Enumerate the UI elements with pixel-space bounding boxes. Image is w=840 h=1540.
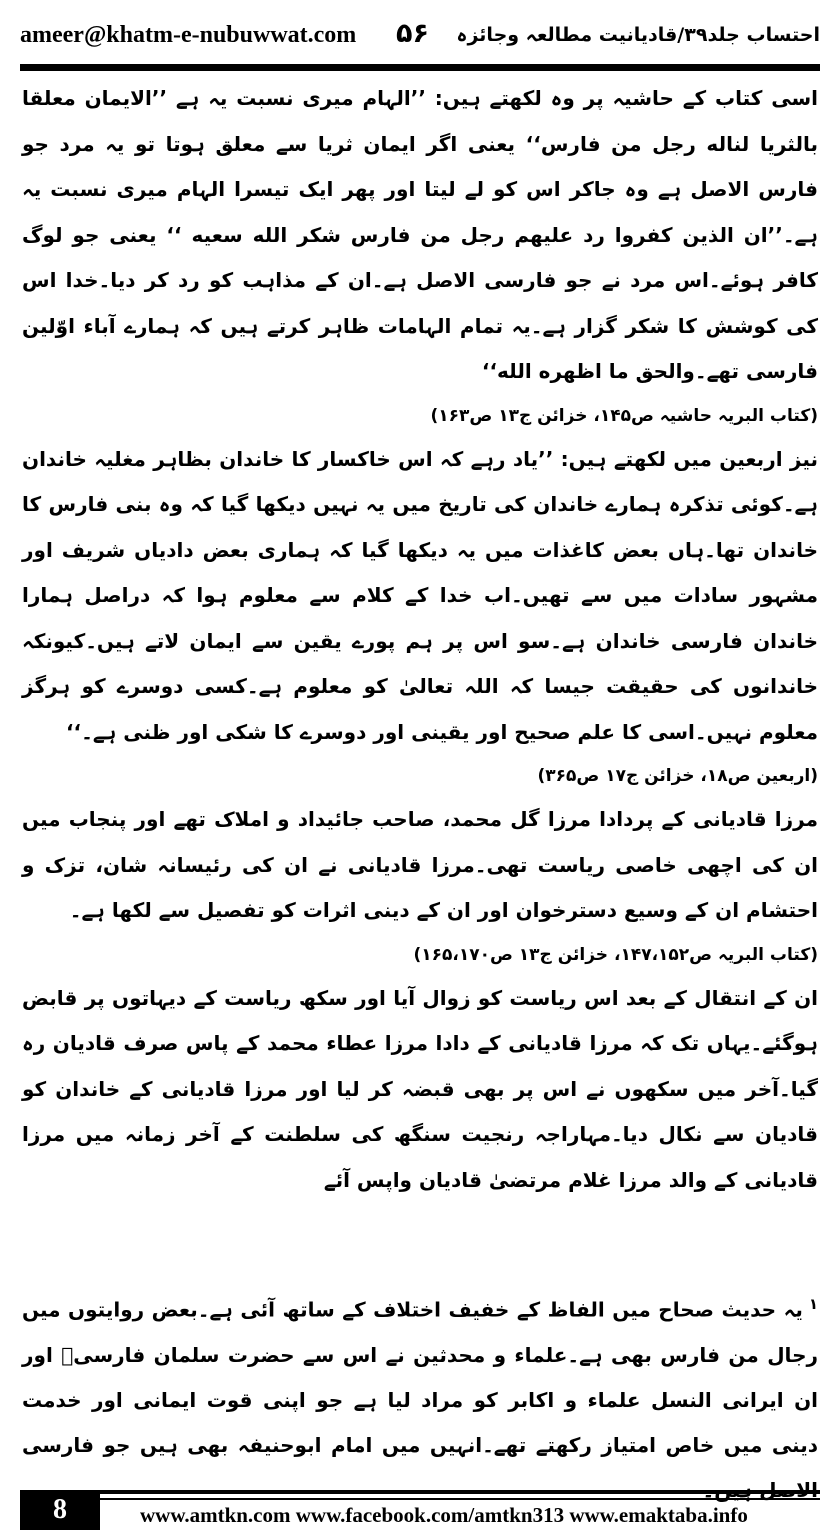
paragraph: ان کے انتقال کے بعد اس ریاست کو زوال آیا اور سکھ ریاست کے دیہاتوں پر قابض ہوگئے۔یہاں تک کہ مرزا قادیانی کے دادا مرزا عطاء محمد کے پاس صرف قادیان رہ گیا۔آخر میں سکھوں نے اس پر بھی قبضہ کر لیا اور مرزا قادیانی کے خاندان کو قادیان سے نکال دیا۔مہاراجہ رنجیت سنگھ کی سلطنت کے آخر زمانہ میں مرزا قادیانی کے والد مرزا غلام مرتضیٰ قادیان واپس آئے [22,985,818,1192]
reference: (کتاب البریہ ص۱۴۷،۱۵۲، خزائن ج۱۳ ص۱۶۵،۱۷۰) [413,944,818,965]
page-footer [20,1490,820,1530]
header-email: ameer@khatm-e-nubuwwat.com [20,22,357,48]
paragraph: اسی کتاب کے حاشیہ پر وہ لکھتے ہیں: ’’الہام میری نسبت یہ ہے ’’الایمان معلقا بالثریا لناله رجل من فارس‘‘ یعنی اگر ایمان ثریا سے معلق ہوتا تو یہ مرد جو فارس الاصل ہے وہ جاکر اس کو لے لیتا اور پھر ایک تیسرا الہام میری نسبت یہ ہے۔’’ان الذین کفروا رد علیهم رجل من فارس شکر الله سعیه ‘‘ یعنی جو لوگ کافر ہوئے۔اس مرد نے جو فارسی الاصل ہے۔ان کے مذاہب کو رد کر دیا۔خدا اس کی کوشش کا شکر گزار ہے۔یہ تمام الہامات ظاہر کرتے ہیں کہ ہمارے آباء اوّلین فارسی تھے۔والحق ما اظهره الله‘‘ [22,86,818,383]
page-header [20,18,820,58]
footnote-text: یہ حدیث صحاح میں الفاظ کے خفیف اختلاف کے ساتھ آئی ہے۔بعض روایتوں میں رجال من فارس بھی ہے۔علماء و محدثین نے اس سے حضرت سلمان فارسیؓ اور ان ایرانی النسل علماء و اکابر کو مراد لیا ہے جو اپنی قوت ایمانی اور خدمت دینی میں خاص امتیاز رکھتے تھے۔انہیں میں امام ابوحنیفہ بھی ہیں جو فارسی [22,1297,818,1457]
header-page-number: ۵۶ [396,18,429,49]
header-book-title: احتساب جلد۳۹/قادیانیت مطالعہ وجائزہ [456,24,820,46]
reference: (اربعین ص۱۸، خزائن ج۱۷ ص۳۶۵) [537,766,818,786]
footer-rule [100,1490,820,1494]
footer-websites: www.amtkn.com www.facebook.com/amtkn313 www.emaktaba.info [140,1503,748,1527]
footer-rule-thin [100,1498,820,1500]
reference: (کتاب البریہ حاشیہ ص۱۴۵، خزائن ج۱۳ ص۱۶۳) [430,405,818,426]
footer-page-number: 8 [20,1490,100,1530]
paragraph: نیز اربعین میں لکھتے ہیں: ’’یاد رہے کہ اس خاکسار کا خاندان بظاہر مغلیہ خاندان ہے۔کوئی تذکرہ ہمارے خاندان کی تاریخ میں یہ نہیں دیکھا گیا کہ وہ بنی فارس کا خاندان تھا۔ہاں بعض کاغذات میں یہ دیکھا گیا کہ ہماری بعض دادیاں شریف اور مشہور سادات میں سے تھیں۔اب خدا کے کلام سے معلوم ہوا کہ دراصل ہمارا خاندان فارسی خاندان ہے۔سو اس پر ہم پورے یقین سے ایمان لاتے ہیں۔کیونکہ خاندانوں کی حقیقت جیسا کہ اللہ تعالیٰ کو معلوم ہے۔کسی دوسرے کو ہرگز معلوم نہیں۔اسی کا علم صحیح اور یقینی اور دوسرے کا شکی اور ظنی ہے۔‘‘ [22,446,818,744]
footnote [22,1282,818,1513]
header-rule [20,64,820,71]
main-content [22,76,818,1203]
footnote-marker: ۱ [808,1295,818,1313]
paragraph: مرزا قادیانی کے پردادا مرزا گل محمد، صاحب جائیداد و املاک تھے اور پنجاب میں ان کی اچھی خاصی ریاست تھی۔مرزا قادیانی نے ان کی رئیسانہ شان، تزک و احتشام ان کے وسیع دسترخوان اور ان کے دینی اثرات کو تفصیل سے لکھا ہے۔ [22,807,818,922]
